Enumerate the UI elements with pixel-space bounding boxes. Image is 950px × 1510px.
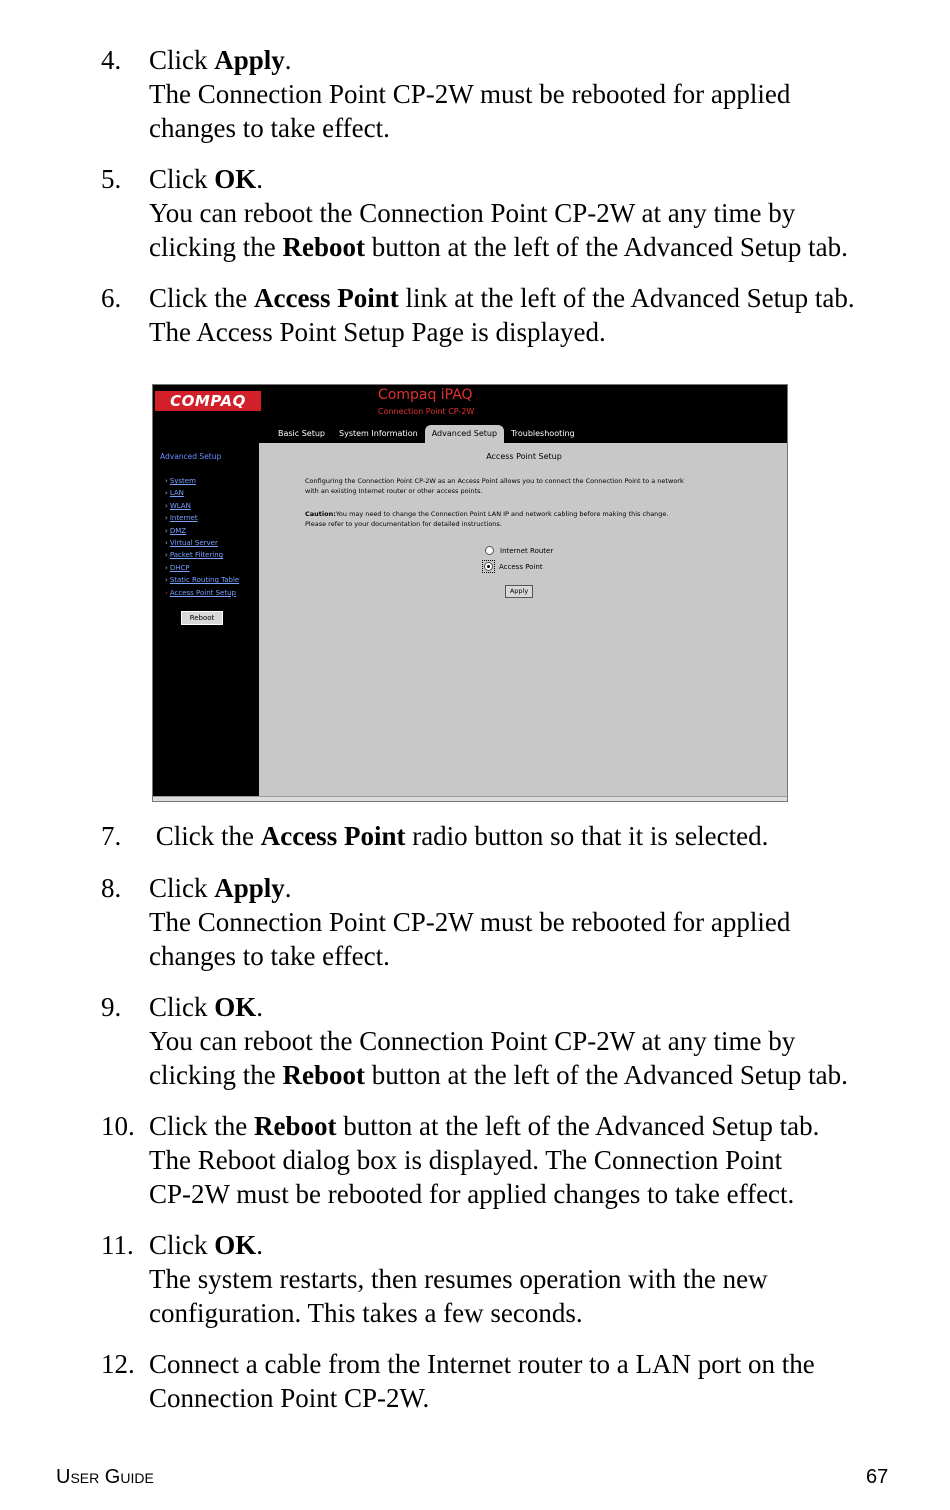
window-bottom-edge bbox=[153, 796, 787, 801]
intro-line: Configuring the Connection Point CP-2W as an Access Point allows you to connect the Connection Point to a network bbox=[305, 477, 684, 485]
arrow-icon: › bbox=[165, 539, 168, 548]
step-emphasis: Apply bbox=[214, 873, 285, 903]
step-text: Click bbox=[149, 1230, 215, 1260]
sidebar-item-label: Packet Filtering bbox=[169, 551, 224, 560]
product-title: Compaq iPAQ bbox=[378, 387, 473, 403]
product-subtitle: Connection Point CP-2W bbox=[378, 407, 475, 416]
arrow-icon: › bbox=[165, 501, 168, 510]
step-text: Click bbox=[149, 164, 215, 194]
caution-text bbox=[305, 509, 775, 529]
tab-bar bbox=[271, 425, 582, 443]
sidebar-item-label: System bbox=[169, 477, 196, 485]
caution-label: Caution: bbox=[305, 510, 336, 518]
sidebar-item-virtual-server[interactable] bbox=[165, 537, 239, 549]
step-detail: button at the left of the Advanced Setup tab. bbox=[364, 1060, 848, 1090]
step-detail: The Reboot dialog box is displayed. The Connection Point bbox=[149, 1145, 783, 1175]
step-detail: changes to take effect. bbox=[149, 941, 390, 971]
sidebar-title: Advanced Setup bbox=[160, 452, 222, 461]
arrow-icon: › bbox=[165, 551, 168, 560]
step-text: . bbox=[256, 164, 264, 194]
sidebar-links bbox=[165, 475, 239, 599]
sidebar-item-dhcp[interactable] bbox=[165, 562, 239, 574]
tab-advanced-setup[interactable]: Advanced Setup bbox=[425, 425, 504, 443]
step-text: Click bbox=[149, 45, 215, 75]
step-number: 9. bbox=[101, 992, 122, 1022]
step-text: . bbox=[284, 45, 292, 75]
sidebar-item-label: DMZ bbox=[169, 526, 187, 535]
sidebar-item-internet[interactable] bbox=[165, 512, 239, 524]
sidebar-item-label: WLAN bbox=[169, 501, 191, 510]
step-detail: clicking the bbox=[149, 232, 283, 262]
step-emphasis: Reboot bbox=[282, 1060, 365, 1090]
step-text: radio button so that it is selected. bbox=[405, 821, 769, 851]
step-text: . bbox=[256, 1230, 264, 1260]
sidebar-item-system[interactable] bbox=[165, 475, 239, 487]
step-number: 8. bbox=[101, 873, 122, 903]
compaq-logo: COMPAQ bbox=[155, 391, 261, 411]
intro-line: with an existing Internet router or other access points. bbox=[305, 487, 483, 495]
page-title: Access Point Setup bbox=[486, 452, 562, 461]
sidebar-item-access-point-setup[interactable] bbox=[165, 587, 239, 599]
step-number: 4. bbox=[101, 45, 122, 75]
step-detail: The Connection Point CP-2W must be rebooted for applied bbox=[149, 79, 791, 109]
sidebar-item-dmz[interactable] bbox=[165, 525, 239, 537]
step-detail: CP-2W must be rebooted for applied changes to take effect. bbox=[149, 1179, 795, 1209]
option-label: Access Point bbox=[499, 562, 543, 571]
arrow-icon: › bbox=[165, 576, 168, 585]
step-text: Click the bbox=[149, 1111, 254, 1141]
step-emphasis: Reboot bbox=[253, 1111, 337, 1141]
sidebar-item-wlan[interactable] bbox=[165, 500, 239, 512]
arrow-icon: › bbox=[165, 526, 168, 535]
step-text: button at the left of the Advanced Setup tab. bbox=[336, 1111, 820, 1141]
sidebar bbox=[153, 443, 259, 802]
intro-text bbox=[305, 476, 775, 496]
step-text: Click bbox=[149, 873, 215, 903]
step-emphasis: Reboot bbox=[282, 232, 365, 262]
step-detail: The system restarts, then resumes operation with the new bbox=[149, 1264, 768, 1294]
sidebar-item-lan[interactable] bbox=[165, 487, 239, 499]
step-detail: Connection Point CP-2W. bbox=[149, 1383, 430, 1413]
step-emphasis: OK bbox=[214, 164, 257, 194]
arrow-icon: › bbox=[165, 514, 168, 523]
sidebar-item-label: LAN bbox=[169, 489, 184, 498]
step-number: 11. bbox=[101, 1230, 134, 1260]
sidebar-item-label: Virtual Server bbox=[169, 539, 218, 548]
step-text: link at the left of the Advanced Setup tab. bbox=[398, 283, 855, 313]
tab-basic-setup[interactable]: Basic Setup bbox=[278, 429, 326, 438]
step-detail: clicking the bbox=[149, 1060, 283, 1090]
step-text: . bbox=[256, 992, 264, 1022]
step-detail: You can reboot the Connection Point CP-2W at any time by bbox=[149, 198, 796, 228]
app-header bbox=[153, 385, 787, 443]
step-detail: button at the left of the Advanced Setup tab. bbox=[364, 232, 848, 262]
caution-line: Please refer to your documentation for detailed instructions. bbox=[305, 520, 502, 528]
step-number: 12. bbox=[101, 1349, 135, 1379]
arrow-icon: › bbox=[165, 489, 168, 498]
step-number: 5. bbox=[101, 164, 122, 194]
step-text: Click the bbox=[149, 283, 254, 313]
tab-troubleshooting[interactable]: Troubleshooting bbox=[511, 429, 575, 438]
apply-button[interactable]: Apply bbox=[505, 585, 533, 598]
step-number: 10. bbox=[101, 1111, 135, 1141]
step-text: . bbox=[284, 873, 292, 903]
step-number: 6. bbox=[101, 283, 122, 313]
step-detail: The Access Point Setup Page is displayed. bbox=[149, 317, 606, 347]
sidebar-item-packet-filtering[interactable] bbox=[165, 549, 239, 561]
step-text: Connect a cable from the Internet router to a LAN port on the bbox=[149, 1349, 815, 1379]
step-number: 7. bbox=[101, 821, 122, 851]
sidebar-item-static-routing-table[interactable] bbox=[165, 574, 239, 586]
caution-line: You may need to change the Connection Point LAN IP and network cabling before making this change. bbox=[335, 510, 669, 518]
sidebar-item-label: Internet bbox=[169, 514, 198, 523]
main-panel bbox=[259, 443, 788, 802]
step-emphasis: Access Point bbox=[253, 283, 399, 313]
step-emphasis: Access Point bbox=[260, 821, 406, 851]
step-emphasis: OK bbox=[214, 992, 257, 1022]
arrow-icon: › bbox=[165, 477, 168, 485]
internet-router-option[interactable] bbox=[485, 546, 553, 555]
option-label: Internet Router bbox=[500, 546, 554, 555]
access-point-setup-screenshot bbox=[152, 384, 788, 802]
access-point-option[interactable] bbox=[485, 560, 543, 573]
reboot-button[interactable]: Reboot bbox=[181, 611, 223, 625]
page-number: 67 bbox=[866, 1466, 889, 1488]
step-text: Click the bbox=[149, 821, 261, 851]
step-detail: You can reboot the Connection Point CP-2W at any time by bbox=[149, 1026, 796, 1056]
step-detail: changes to take effect. bbox=[149, 113, 390, 143]
step-detail: configuration. This takes a few seconds. bbox=[149, 1298, 583, 1328]
step-text: Click bbox=[149, 992, 215, 1022]
tab-system-information[interactable]: System Information bbox=[339, 429, 418, 438]
arrow-icon: › bbox=[165, 563, 168, 572]
focus-box bbox=[482, 560, 495, 573]
step-detail: The Connection Point CP-2W must be rebooted for applied bbox=[149, 907, 791, 937]
radio-internet-router[interactable] bbox=[485, 546, 494, 555]
step-emphasis: OK bbox=[214, 1230, 257, 1260]
sidebar-item-label: Static Routing Table bbox=[169, 576, 240, 585]
footer-guide-title: User Guide bbox=[56, 1466, 154, 1488]
step-emphasis: Apply bbox=[214, 45, 285, 75]
sidebar-item-label: Access Point Setup bbox=[169, 588, 236, 597]
arrow-icon: › bbox=[165, 588, 168, 597]
radio-access-point[interactable] bbox=[484, 562, 493, 571]
sidebar-item-label: DHCP bbox=[169, 563, 190, 572]
